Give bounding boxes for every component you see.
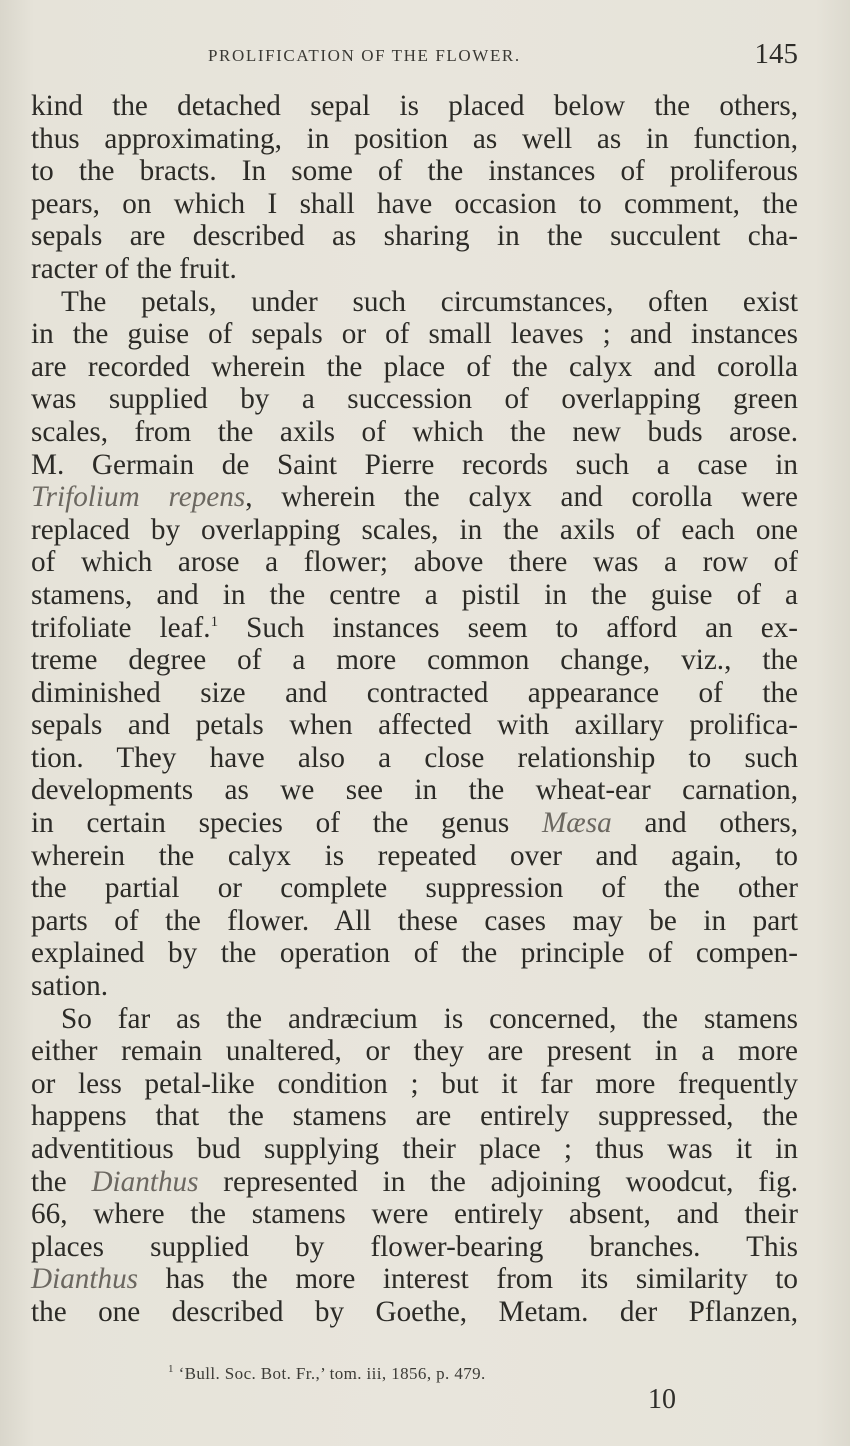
- text-line: adventitious bud supplying their place ; thus was it in: [31, 1133, 798, 1165]
- text-run: has the more interest from its similarity to: [138, 1263, 798, 1296]
- text-line: [31, 1263, 798, 1296]
- text-line: [31, 481, 798, 514]
- text-run: the: [31, 1165, 92, 1198]
- footnote-reference: 1: [210, 613, 219, 630]
- text-line: sepals are described as sharing in the succulent cha-: [31, 220, 798, 253]
- text-line: racter of the fruit.: [31, 252, 237, 285]
- text-line: places supplied by flower-bearing branches. This: [31, 1230, 798, 1263]
- text-line: of which arose a flower; above there was a row of: [31, 546, 798, 579]
- text-line: happens that the stamens are entirely suppressed, the: [31, 1100, 798, 1133]
- text-line: to the bracts. In some of the instances of proliferous: [31, 155, 798, 188]
- text-line: sation.: [31, 970, 109, 1003]
- text-run: in certain species of the genus: [31, 807, 542, 840]
- running-title: PROLIFICATION OF THE FLOWER.: [208, 46, 521, 65]
- text-line: kind the detached sepal is placed below the others,: [31, 90, 798, 122]
- footnote-mark: 1: [168, 1363, 174, 1375]
- running-head: [30, 38, 798, 72]
- text-line: scales, from the axils of which the new buds arose.: [31, 415, 798, 448]
- text-line: sepals and petals when affected with axillary prolifica-: [31, 709, 798, 742]
- text-run: represented in the adjoining woodcut, fig.: [198, 1165, 798, 1198]
- text-line: tion. They have also a close relationship to such: [31, 741, 798, 774]
- body-text: [31, 90, 798, 1329]
- page-number: 145: [754, 38, 798, 70]
- paragraph-2: [31, 286, 798, 1003]
- text-line: in the guise of sepals or of small leaves ; and instances: [31, 318, 798, 351]
- text-line: [31, 807, 798, 840]
- footnote-text: ‘Bull. Soc. Bot. Fr.,’ tom. iii, 1856, p. 479.: [178, 1364, 486, 1383]
- text-line: was supplied by a succession of overlapping green: [31, 383, 798, 416]
- text-line: thus approximating, in position as well as in function,: [31, 122, 798, 155]
- text-line: the one described by Goethe, Metam. der Pflanzen,: [31, 1295, 798, 1328]
- footnote: [168, 1364, 486, 1384]
- signature-mark: 10: [648, 1384, 676, 1415]
- text-line: pears, on which I shall have occasion to comment, the: [31, 187, 798, 220]
- text-line: stamens, and in the centre a pistil in the guise of a: [31, 578, 798, 611]
- text-line: explained by the operation of the principle of compen-: [31, 937, 798, 970]
- text-line: M. Germain de Saint Pierre records such a case in: [31, 448, 798, 481]
- text-run: Such instances seem to afford an ex-: [218, 611, 798, 644]
- species-name-italic: Trifolium repens: [31, 481, 246, 514]
- text-line: parts of the flower. All these cases may be in part: [31, 904, 798, 937]
- text-line: the partial or complete suppression of the other: [31, 872, 798, 905]
- text-line: are recorded wherein the place of the calyx and corolla: [31, 350, 798, 383]
- text-line: 66, where the stamens were entirely absent, and their: [31, 1198, 798, 1231]
- genus-name-italic: Mæsa: [541, 807, 612, 840]
- text-line: [31, 1166, 798, 1199]
- text-run: and others,: [611, 807, 798, 840]
- genus-name-italic: Dianthus: [31, 1263, 139, 1296]
- text-line: treme degree of a more common change, viz., the: [31, 644, 798, 677]
- text-line: developments as we see in the wheat-ear carnation,: [31, 774, 798, 807]
- text-line: either remain unaltered, or they are present in a more: [31, 1035, 798, 1068]
- text-line: [31, 612, 798, 645]
- text-run: trifoliate leaf.: [31, 611, 211, 644]
- text-run: , wherein the calyx and corolla were: [245, 481, 798, 514]
- text-line: The petals, under such circumstances, often exist: [61, 285, 798, 318]
- text-line: wherein the calyx is repeated over and again, to: [31, 839, 798, 872]
- paragraph-3: [31, 1003, 798, 1329]
- text-line: diminished size and contracted appearance of the: [31, 676, 798, 709]
- text-line: or less petal-like condition ; but it far more frequently: [31, 1067, 798, 1100]
- text-line: replaced by overlapping scales, in the axils of each one: [31, 513, 798, 546]
- genus-name-italic: Dianthus: [91, 1165, 199, 1198]
- paragraph-1: [31, 90, 798, 286]
- text-line: So far as the andræcium is concerned, the stamens: [61, 1002, 798, 1035]
